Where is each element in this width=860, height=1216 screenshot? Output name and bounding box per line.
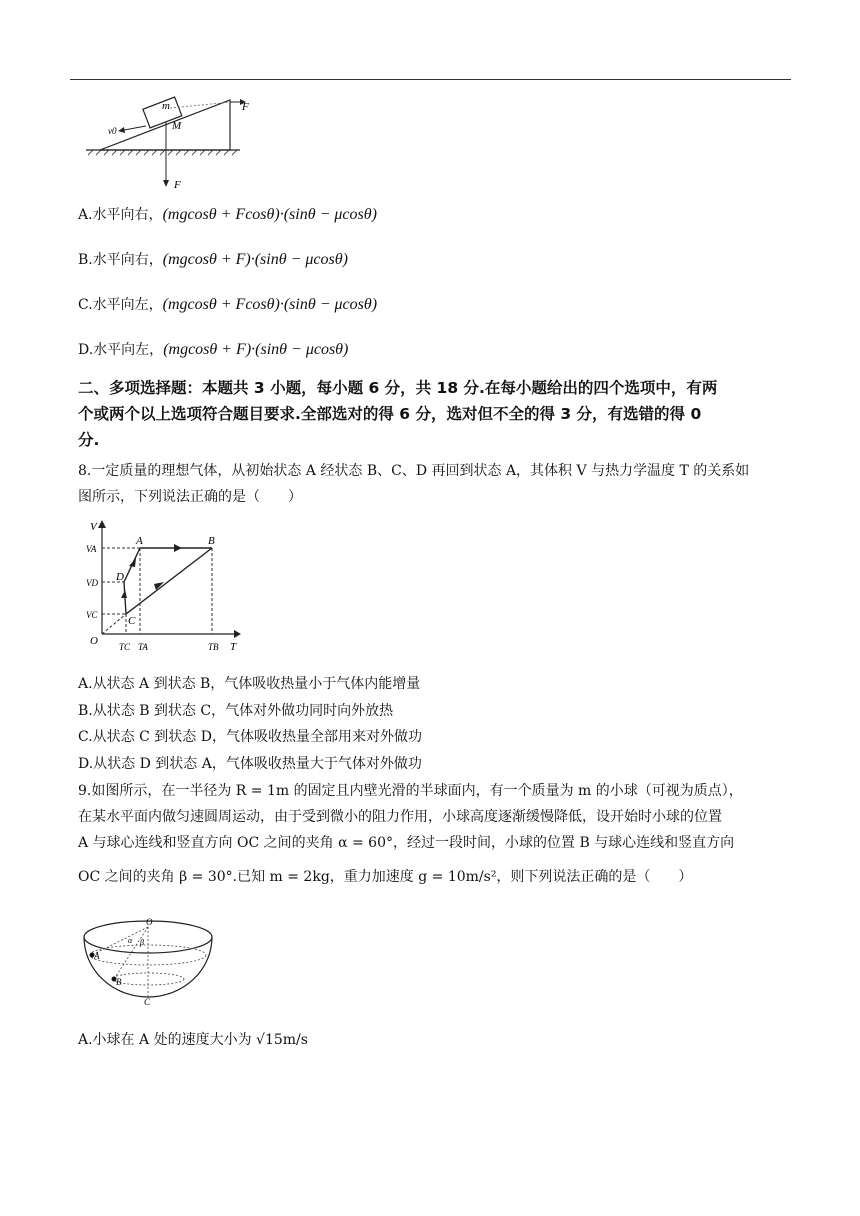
label-b: B xyxy=(116,977,122,987)
origin-label: O xyxy=(90,635,98,647)
q7-option-b: B.水平向右，(mgcosθ + F)·(sinθ − μcosθ) xyxy=(78,251,348,268)
q8-option-c: C.从状态 C 到状态 D，气体吸收热量全部用来对外做功 xyxy=(78,729,422,745)
point-c: C xyxy=(128,615,136,627)
section2-heading: 二、多项选择题：本题共 3 小题，每小题 6 分，共 18 分.在每小题给出的四个选项中，有两 个或两个以上选项符合题目要求.全部选对的得 6 分，选对但不全的得 3 分，有选错的得 0 分. xyxy=(78,379,718,449)
label-c: C xyxy=(144,997,151,1007)
q8-option-b: B.从状态 B 到状态 C，气体对外做功同时向外放热 xyxy=(78,702,394,719)
point-b: B xyxy=(208,535,215,547)
label-F-down: F xyxy=(174,179,181,191)
q7-option-d: D.水平向左，(mgcosθ + F)·(sinθ − μcosθ) xyxy=(78,341,349,358)
label-v0: v0 xyxy=(108,126,117,136)
tick-vd: VD xyxy=(86,578,98,588)
hemisphere-figure xyxy=(80,915,216,1007)
header-rule xyxy=(70,79,791,80)
point-a: A xyxy=(136,535,143,547)
label-o: O xyxy=(146,917,153,927)
label-m: m xyxy=(162,100,170,112)
label-M: M xyxy=(172,120,182,132)
q7-option-c: C.水平向左，(mgcosθ + Fcosθ)·(sinθ − μcosθ) xyxy=(78,296,378,313)
label-alpha: α xyxy=(128,936,133,945)
tick-vc: VC xyxy=(86,610,98,620)
q9-option-a: A.小球在 A 处的速度大小为 √15m/s xyxy=(78,1032,308,1048)
q8-stem: 8.一定质量的理想气体，从初始状态 A 经状态 B、C、D 再回到状态 A，其体积 V 与热力学温度 T 的关系如 图所示，下列说法正确的是（ ） xyxy=(78,463,750,505)
label-a: A xyxy=(94,951,100,961)
q8-option-d: D.从状态 D 到状态 A，气体吸收热量大于气体对外做功 xyxy=(78,755,422,772)
tick-ta: TA xyxy=(138,642,148,652)
point-d: D xyxy=(116,571,124,583)
label-F-right: F xyxy=(242,101,249,113)
q7-option-a: A.水平向右，(mgcosθ + Fcosθ)·(sinθ − μcosθ) xyxy=(78,206,377,223)
q8-options xyxy=(78,671,788,777)
q9-stem: 9.如图所示，在一半径为 R = 1m 的固定且内壁光滑的半球面内，有一个质量为 m 的小球（可视为质点）， 在某水平面内做匀速圆周运动，由于受到微小的阻力作用，小球高度逐渐缓慢降低，设开始时小球的位置 A 与球心连线和竖直方向 OC 之间的夹角 α = 60°，经过一段时间，小球的位置 B 与球心连线和竖直方向 OC 之间的夹角 β = 30°.已知 m = 2kg，重力加速度 g = 10m/s²，则下列说法正确的是（ ） xyxy=(78,783,743,885)
vt-graph xyxy=(84,518,244,660)
axis-label-t: T xyxy=(230,641,237,653)
tick-tb: TB xyxy=(208,642,219,652)
label-beta: β xyxy=(140,938,144,947)
tick-va: VA xyxy=(86,544,97,554)
axis-label-v: V xyxy=(90,521,97,533)
q8-option-a: A.从状态 A 到状态 B，气体吸收热量小于气体内能增量 xyxy=(78,676,421,692)
tick-tc: TC xyxy=(119,642,131,652)
incline-figure xyxy=(80,88,260,192)
